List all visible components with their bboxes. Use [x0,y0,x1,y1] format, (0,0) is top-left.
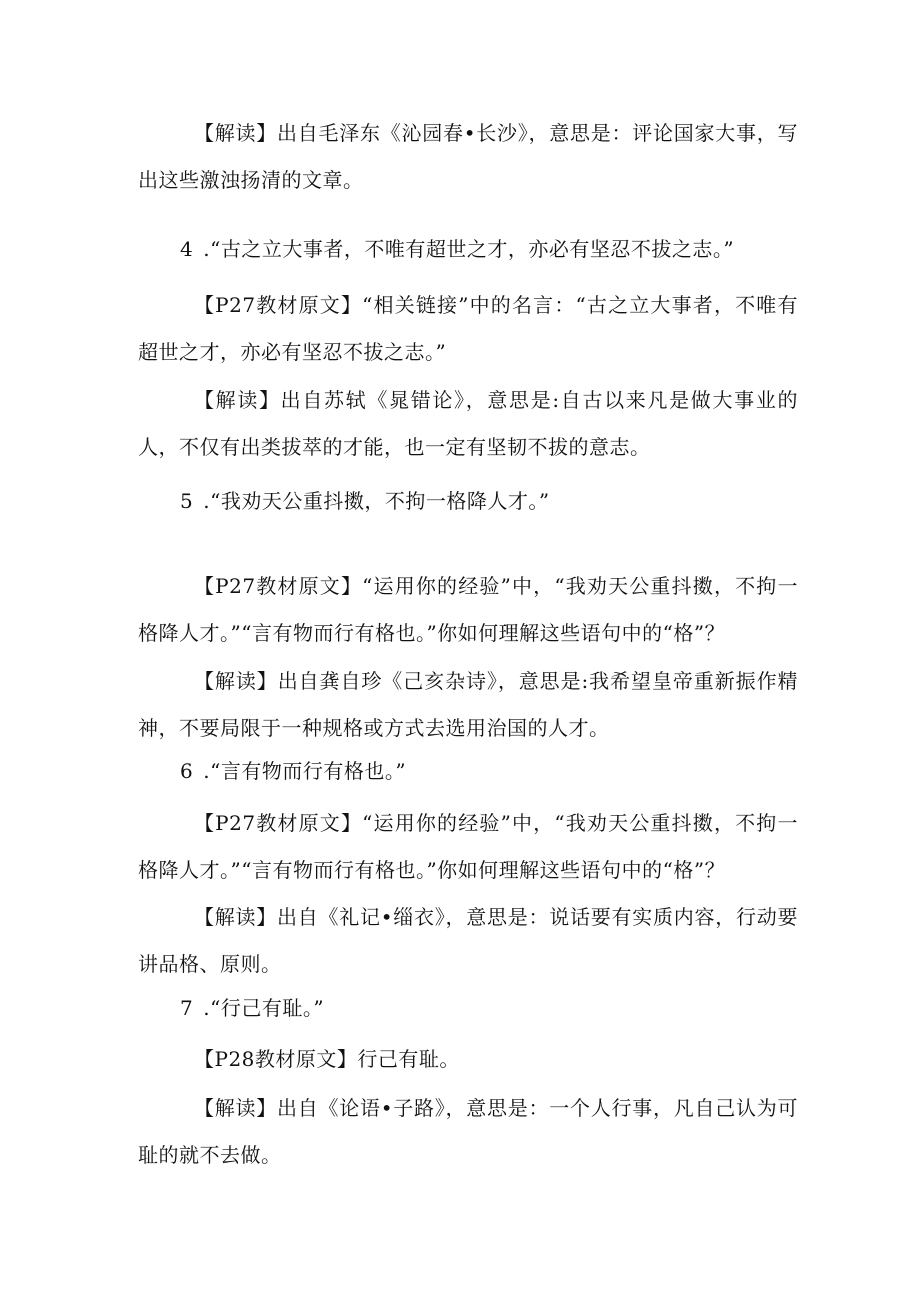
item-6-interpretation: 【解读】出自《礼记•缁衣》，意思是：说话要有实质内容，行动要讲品格、原则。 [138,905,798,976]
item-7-interpretation: 【解读】出自《论语•子路》，意思是：一个人行事，凡自己认为可耻的就不去做。 [138,1096,798,1167]
item-4-quote: .“古之立大事者，不唯有超世之才，亦必有坚忍不拔之志。” [203,237,735,261]
item-7-number: 7 [180,996,194,1020]
item-4-source: 【P27教材原文】“相关链接”中的名言：“古之立大事者，不唯有超世之才，亦必有坚忍不拔之志。” [138,293,798,364]
item-7-source: 【P28教材原文】行己有耻。 [194,1047,460,1071]
item-7-heading [180,993,800,1023]
item-6-heading [180,756,800,786]
item-4-interpretation: 【解读】出自苏轼《晁错论》，意思是:自古以来凡是做大事业的人，不仅有出类拔萃的才能，也一定有坚韧不拔的意志。 [138,388,798,459]
item-4-heading [180,234,800,264]
item-5-interpretation: 【解读】出自龚自珍《己亥杂诗》，意思是:我希望皇帝重新振作精神，不要局限于一种规格或方式去选用治国的人才。 [138,669,798,740]
item-6-number: 6 [180,759,194,783]
item-5-number: 5 [180,489,194,513]
item-7-quote: .“行己有耻。” [203,996,325,1020]
item-6-quote: .“言有物而行有格也。” [203,759,407,783]
item-5-heading [180,486,800,516]
item-4-number: 4 [180,237,194,261]
item-5-quote: .“我劝天公重抖擞，不拘一格降人才。” [203,489,550,513]
paragraph-interpretation-1: 【解读】出自毛泽东《沁园春•长沙》，意思是：评论国家大事，写出这些激浊扬清的文章。 [138,121,798,192]
item-6-source: 【P27教材原文】“运用你的经验”中，“我劝天公重抖擞，不拘一格降人才。”“言有物而行有格也。”你如何理解这些语句中的“格”？ [138,811,798,882]
item-5-source: 【P27教材原文】“运用你的经验”中，“我劝天公重抖擞，不拘一格降人才。”“言有物而行有格也。”你如何理解这些语句中的“格”？ [138,574,798,645]
